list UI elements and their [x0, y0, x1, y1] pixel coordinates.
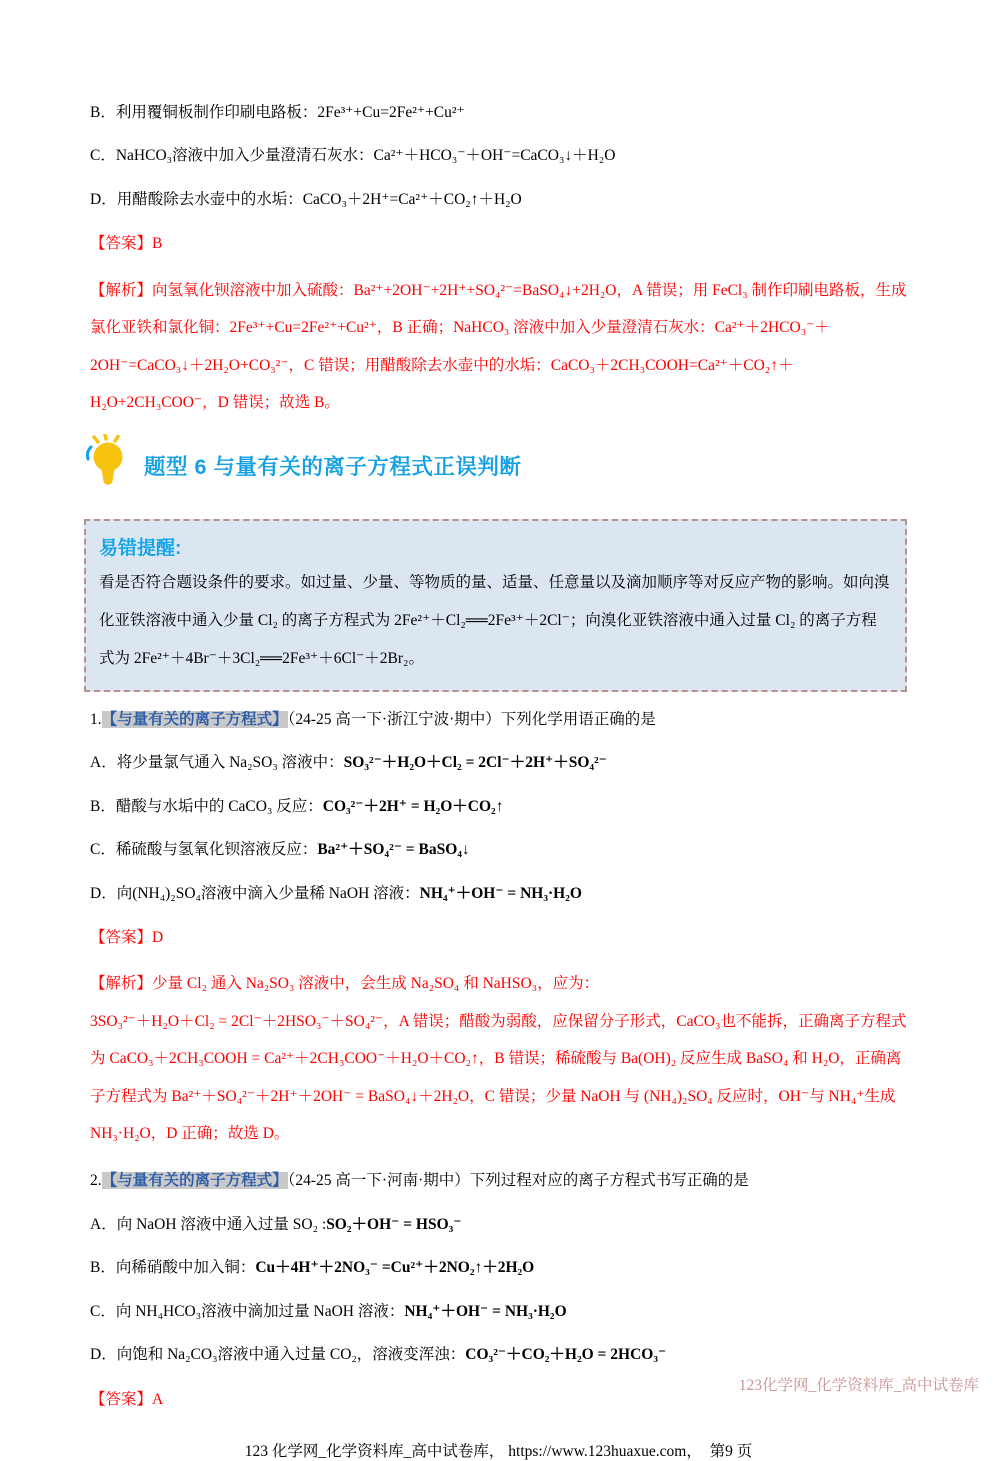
option-equation: CO₃²⁻＋CO₂＋H₂O = 2HCO₃⁻ [465, 1346, 667, 1364]
analysis-label: 【解析】 [90, 975, 153, 993]
question2-answer-value: A [152, 1390, 164, 1408]
question1-number: 1. [90, 710, 102, 728]
question1-stem: （24-25 高一下·浙江宁波·期中）下列化学用语正确的是 [287, 710, 656, 728]
question1-analysis-line1 [90, 965, 907, 1003]
question2-option-b [90, 1257, 907, 1279]
question2-number: 2. [90, 1171, 102, 1189]
question2-heading [90, 1169, 907, 1194]
answer-label: 【答案】 [90, 1390, 153, 1408]
question1-option-a [90, 752, 907, 774]
question2-option-d [90, 1344, 907, 1366]
section-header [84, 434, 907, 497]
option-equation: SO₃²⁻＋H₂O＋Cl₂ = 2Cl⁻＋2H⁺＋SO₄²⁻ [343, 754, 607, 772]
answer-label: 【答案】 [90, 929, 153, 947]
option-equation: CO₃²⁻＋2H⁺ = H₂O＋CO₂↑ [322, 797, 504, 815]
question2-option-c [90, 1301, 907, 1323]
question1-answer-line [90, 926, 907, 949]
option-equation: SO₂＋OH⁻ = HSO₃⁻ [326, 1215, 462, 1233]
question1-answer-value: D [152, 929, 164, 947]
page-footer: 123 化学网_化学资料库_高中试卷库， https://www.123huaxue.com， 第9 页 [244, 1442, 753, 1460]
question1-tag: 【与量有关的离子方程式】 [101, 710, 288, 728]
option-text: A．将少量氯气通入 Na₂SO₃ 溶液中： [90, 754, 344, 772]
analysis-label: 【解析】 [90, 281, 153, 299]
option-text: C．稀硫酸与氢氧化钡溶液反应： [90, 841, 318, 859]
watermark: 123化学网_化学资料库_高中试卷库 [738, 1377, 979, 1394]
option-text: A．向 NaOH 溶液中通入过量 SO₂ : [90, 1215, 327, 1233]
prev-analysis-text: 向氢氧化钡溶液中加入硫酸：Ba²⁺+2OH⁻+2H⁺+SO₄²⁻=BaSO₄↓+2H₂O，A 错误；用 FeCl₃ 制作印刷电路板，生成氯化亚铁和氯化铜：2Fe³⁺+Cu=2Fe²⁺+Cu²⁺，B 正确；NaHCO₃ 溶液中加入少量澄清石灰水：Ca²⁺＋2HCO₃⁻＋2OH⁻=CaCO₃↓＋2H₂O+CO₃²⁻，C 错误；用醋酸除去水壶中的水垢：CaCO₃＋2CH₃COOH=Ca²⁺＋CO₂↑＋H₂O+2CH₃COO⁻，D 错误；故选 B。 [90, 281, 907, 412]
option-equation: Ba²⁺＋SO₄²⁻ = BaSO₄↓ [317, 841, 470, 859]
option-text: D．向饱和 Na₂CO₃溶液中通入过量 CO₂，溶液变浑浊： [90, 1346, 466, 1364]
question2-option-a [90, 1214, 907, 1236]
option-equation: NH₄⁺＋OH⁻ = NH₃·H₂O [404, 1302, 567, 1320]
option-text: B．向稀硝酸中加入铜： [90, 1259, 256, 1277]
question1-option-b [90, 796, 907, 818]
question1-analysis-line2 [90, 1003, 907, 1153]
question1-option-d [90, 883, 907, 905]
question2-stem: （24-25 高一下·河南·期中）下列过程对应的离子方程式书写正确的是 [287, 1171, 749, 1189]
lightbulb-icon [84, 434, 128, 497]
prev-answer-value: B [152, 235, 163, 253]
prev-option-b: B．利用覆铜板制作印刷电路板：2Fe³⁺+Cu=2Fe²⁺+Cu²⁺ [90, 104, 465, 121]
question1-heading [90, 708, 907, 733]
option-text: D．向(NH₄)₂SO₄溶液中滴入少量稀 NaOH 溶液： [90, 884, 420, 902]
option-equation: Cu＋4H⁺＋2NO₃⁻ =Cu²⁺＋2NO₂↑＋2H₂O [255, 1259, 535, 1277]
option-text: C．向 NH₄HCO₃溶液中滴加过量 NaOH 溶液： [90, 1302, 405, 1320]
question1-option-c [90, 839, 907, 861]
prev-option-d: D．用醋酸除去水壶中的水垢：CaCO₃＋2H⁺=Ca²⁺＋CO₂↑＋H₂O [90, 190, 522, 208]
prev-option-c: C．NaHCO₃溶液中加入少量澄清石灰水：Ca²⁺＋HCO₃⁻＋OH⁻=CaCO₃↓＋H₂O [90, 147, 616, 165]
tip-box-body: 看是否符合题设条件的要求。如过量、少量、等物质的量、适量、任意量以及滴加顺序等对反应产物的影响。如向溴化亚铁溶液中通入少量 Cl₂ 的离子方程式为 2Fe²⁺＋Cl₂══2Fe³⁺＋2Cl⁻；向溴化亚铁溶液中通入过量 Cl₂ 的离子方程式为 2Fe²⁺＋4Br⁻＋3Cl₂══2Fe³⁺＋6Cl⁻＋2Br₂。 [99, 573, 890, 667]
section-title: 题型 6 与量有关的离子方程式正误判断 [144, 454, 522, 479]
tip-box-title: 易错提醒: [99, 537, 182, 559]
option-equation: NH₄⁺＋OH⁻ = NH₃·H₂O [419, 884, 582, 902]
question2-tag: 【与量有关的离子方程式】 [101, 1171, 288, 1189]
option-text: B．醋酸与水垢中的 CaCO₃ 反应： [90, 797, 323, 815]
prev-answer-line [90, 232, 907, 255]
question1-analysis-text1: 少量 Cl₂ 通入 Na₂SO₃ 溶液中，会生成 Na₂SO₄ 和 NaHSO₃，应为： [152, 975, 600, 993]
tip-box [84, 519, 907, 692]
prev-analysis [90, 272, 907, 422]
answer-label: 【答案】 [90, 235, 153, 253]
question1-analysis-text2: 3SO₃²⁻＋H₂O＋Cl₂ = 2Cl⁻＋2HSO₃⁻＋SO₄²⁻，A 错误；醋酸为弱酸，应保留分子形式，CaCO₃也不能拆，正确离子方程式为 CaCO₃＋2CH₃COOH = Ca²⁺＋2CH₃COO⁻＋H₂O＋CO₂↑，B 错误；稀硫酸与 Ba(OH)₂ 反应生成 BaSO₄ 和 H₂O，正确离子方程式为 Ba²⁺＋SO₄²⁻＋2H⁺＋2OH⁻ = BaSO₄↓＋2H₂O，C 错误；少量 NaOH 与 (NH₄)₂SO₄ 反应时，OH⁻与 NH₄⁺生成 NH₃·H₂O，D 正确；故选 D。 [90, 1012, 907, 1143]
